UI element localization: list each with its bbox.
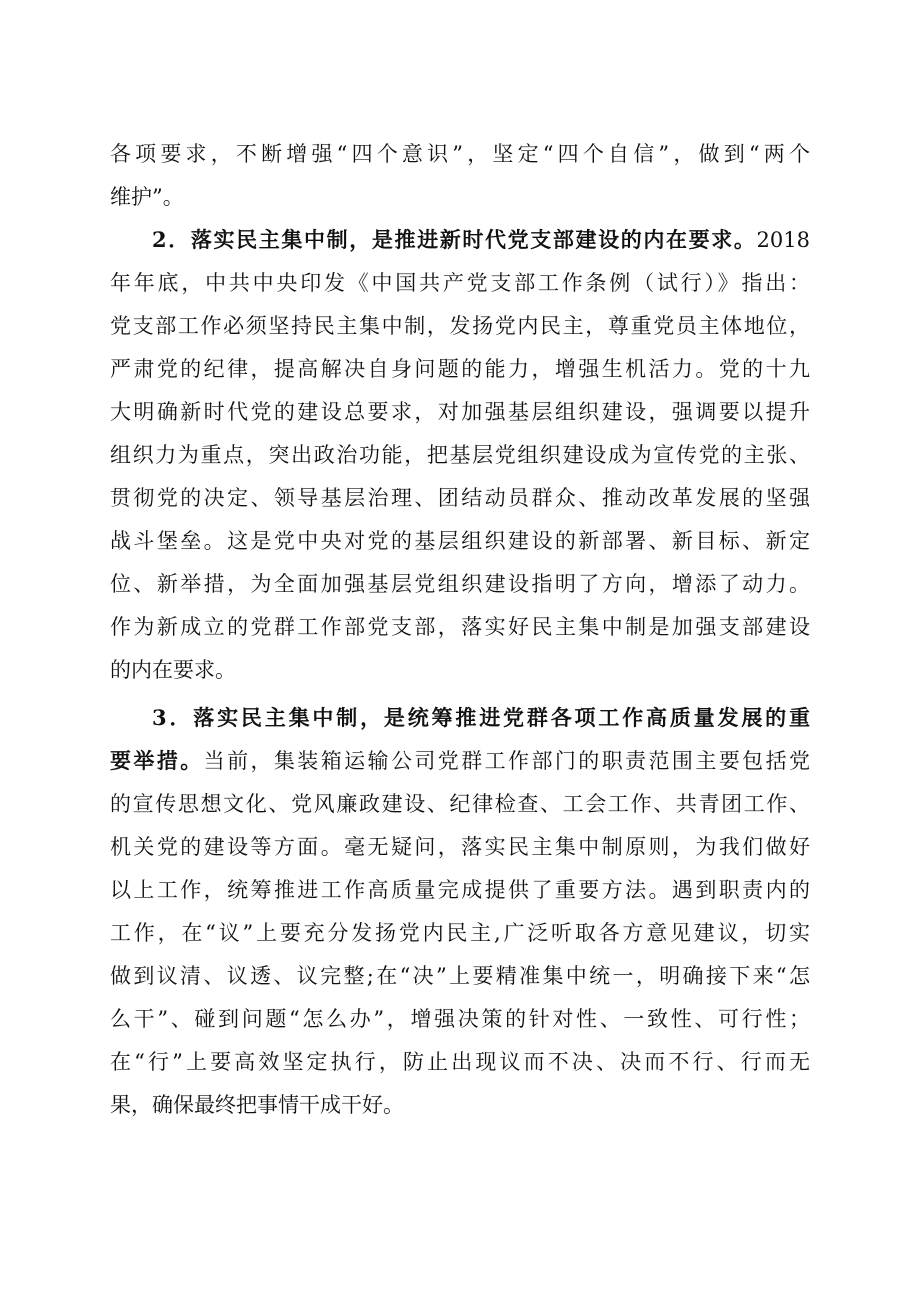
- paragraph-2-heading: 2．落实民主集中制，是推进新时代党支部建设的内在要求。: [152, 227, 757, 252]
- paragraph-3-line-9: 在“行”上要高效坚定执行，防止出现议而不决、决而不行、行而无: [110, 1050, 810, 1074]
- paragraph-2-line-5: 大明确新时代党的建设总要求，对加强基层组织建设，强调要以提升: [110, 400, 810, 424]
- paragraph-3-line-3: 的宣传思想文化、党风廉政建设、纪律检查、工会工作、共青团工作、: [110, 792, 810, 816]
- paragraph-1-line-2: 维护”。: [110, 185, 184, 209]
- paragraph-3-line-6: 工作，在“议”上要充分发扬党内民主,广泛听取各方意见建议，切实: [110, 921, 810, 945]
- paragraph-2-line-7: 贯彻党的决定、领导基层治理、团结动员群众、推动改革发展的坚强: [110, 486, 810, 510]
- paragraph-3-line-2: [110, 741, 810, 781]
- paragraph-2-line-11: 的内在要求。: [110, 658, 236, 682]
- paragraph-2-line-2: 年年底，中共中央印发《中国共产党支部工作条例（试行）》指出：: [110, 271, 810, 295]
- paragraph-2-line-4: 严肃党的纪律，提高解决自身问题的能力，增强生机活力。党的十九: [110, 357, 810, 381]
- paragraph-1-line-1: 各项要求，不断增强“四个意识”，坚定“四个自信”，做到“两个: [110, 142, 810, 166]
- paragraph-2-year: 2018: [756, 228, 810, 252]
- paragraph-3-line-2-text: 当前，集装箱运输公司党群工作部门的职责范围主要包括党: [203, 749, 810, 773]
- paragraph-2-line-6: 组织力为重点，突出政治功能，把基层党组织建设成为宣传党的主张、: [110, 443, 810, 467]
- paragraph-2-line-8: 战斗堡垒。这是党中央对党的基层组织建设的新部署、新目标、新定: [110, 529, 810, 553]
- paragraph-2-line-9: 位、新举措，为全面加强基层党组织建设指明了方向，增添了动力。: [110, 572, 810, 596]
- paragraph-3-heading-line-2: 要举措。: [110, 748, 204, 773]
- paragraph-2-line-1: [152, 220, 810, 260]
- paragraph-3-line-8: 么干”、碰到问题“怎么办”，增强决策的针对性、一致性、可行性；: [110, 1007, 810, 1031]
- paragraph-3-line-4: 机关党的建设等方面。毫无疑问，落实民主集中制原则，为我们做好: [110, 835, 810, 859]
- paragraph-3-line-10: 果，确保最终把事情干成干好。: [110, 1093, 404, 1117]
- paragraph-3-line-7: 做到议清、议透、议完整;在“决”上要精准集中统一，明确接下来“怎: [110, 964, 810, 988]
- paragraph-3-heading-line-1: 3．落实民主集中制，是统筹推进党群各项工作高质量发展的重: [152, 705, 810, 730]
- paragraph-2-line-3: 党支部工作必须坚持民主集中制，发扬党内民主，尊重党员主体地位，: [110, 314, 810, 338]
- paragraph-3-line-5: 以上工作，统筹推进工作高质量完成提供了重要方法。遇到职责内的: [110, 878, 810, 902]
- paragraph-2-line-10: 作为新成立的党群工作部党支部，落实好民主集中制是加强支部建设: [110, 615, 810, 639]
